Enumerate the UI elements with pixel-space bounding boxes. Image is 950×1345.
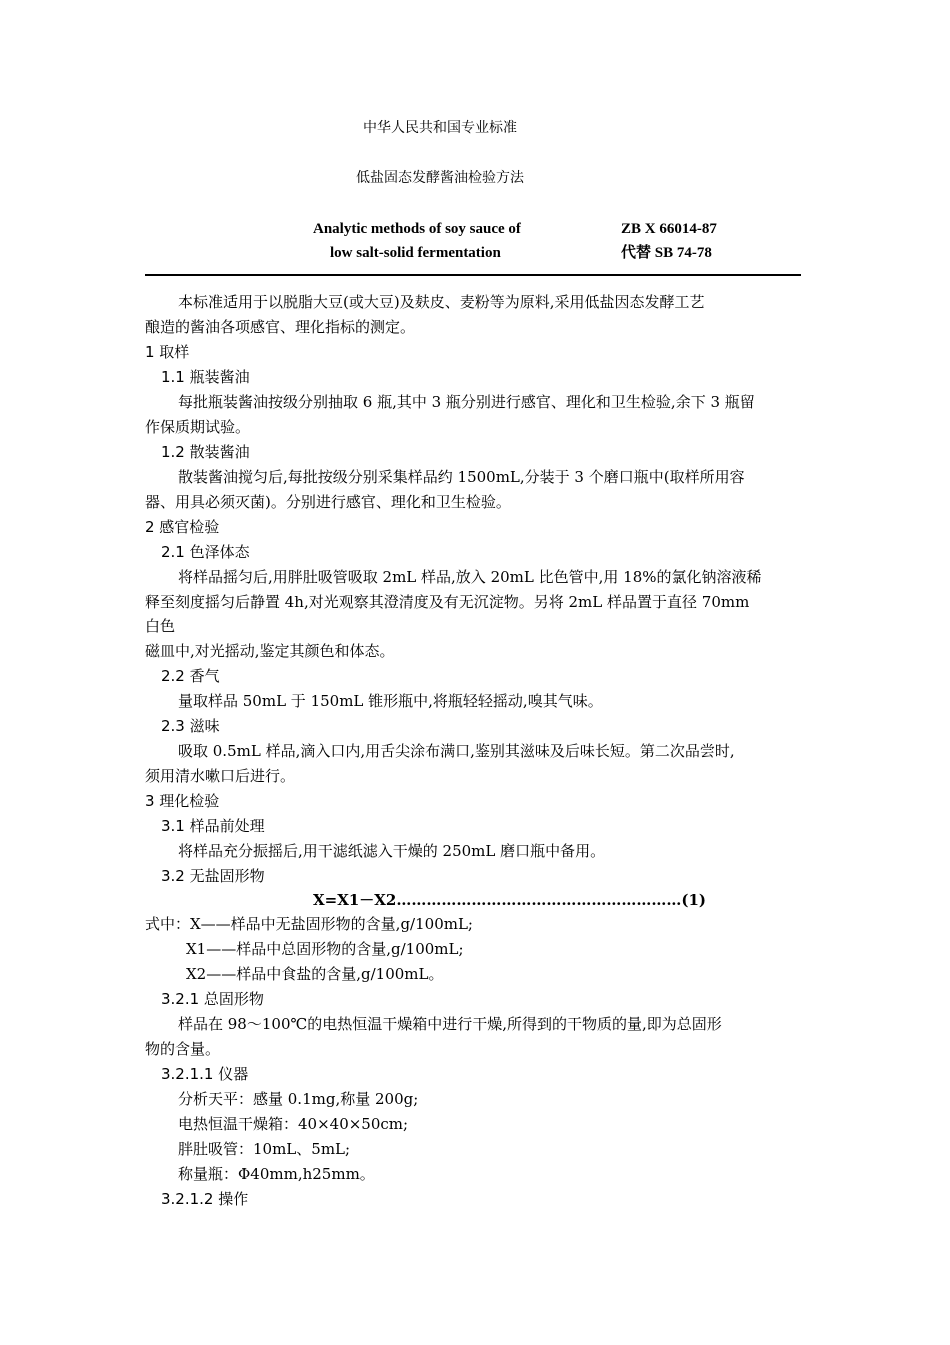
body-line: 吸取 0.5mL 样品,滴入口内,用舌尖涂布满口,鉴别其滋味及后味长短。第二次品尝时, [178, 742, 735, 760]
body-line: 须用清水嗽口后进行。 [145, 767, 296, 785]
header-divider [145, 274, 801, 276]
subsection-heading: 2.2 香气 [161, 667, 220, 685]
formula: X=X1－X2…………………………………………………(1) [313, 891, 706, 909]
formula-legend: X1——样品中总固形物的含量,g/100mL; [186, 940, 464, 958]
instrument-item: 胖肚吸管：10mL、5mL; [178, 1140, 351, 1158]
subsection-heading: 3.1 样品前处理 [161, 817, 265, 835]
body-line: 将样品摇匀后,用胖肚吸管吸取 2mL 样品,放入 20mL 比色管中,用 18%的氯化钠溶液稀 [178, 568, 762, 586]
body-line: 将样品充分振摇后,用干滤纸滤入干燥的 250mL 磨口瓶中备用。 [178, 842, 606, 860]
standard-title-en-1: Analytic methods of soy sauce of [313, 221, 521, 237]
body-line: 器、用具必须灭菌)。分别进行感官、理化和卫生检验。 [145, 493, 511, 511]
subsection-heading: 2.1 色泽体态 [161, 543, 250, 561]
subsection-heading: 3.2 无盐固形物 [161, 867, 265, 885]
body-line: 散装酱油搅匀后,每批按级分别采集样品约 1500mL,分装于 3 个磨口瓶中(取样所用容 [178, 468, 745, 486]
body-line: 酿造的酱油各项感官、理化指标的测定。 [145, 318, 416, 336]
body-line: 白色 [145, 617, 176, 635]
subsection-heading: 3.2.1.1 仪器 [161, 1065, 249, 1083]
body-line: 作保质期试验。 [145, 418, 251, 436]
instrument-item: 电热恒温干燥箱：40×40×50cm; [178, 1115, 409, 1133]
body-line: 本标准适用于以脱脂大豆(或大豆)及麸皮、麦粉等为原料,采用低盐因态发酵工艺 [178, 293, 705, 311]
body-line: 物的含量。 [145, 1040, 221, 1058]
section-heading: 3 理化检验 [145, 792, 220, 810]
body-line: 每批瓶装酱油按级分别抽取 6 瓶,其中 3 瓶分别进行感官、理化和卫生检验,余下 3 瓶留 [178, 393, 755, 411]
section-heading: 2 感官检验 [145, 518, 220, 536]
instrument-item: 分析天平：感量 0.1mg,称量 200g; [178, 1090, 419, 1108]
subsection-heading: 1.1 瓶装酱油 [161, 368, 250, 386]
standard-replaces: 代替 SB 74-78 [621, 245, 712, 261]
subsection-heading: 2.3 滋味 [161, 717, 220, 735]
standard-org: 中华人民共和国专业标准 [363, 120, 517, 136]
standard-code: ZB X 66014-87 [621, 221, 717, 237]
formula-legend: X2——样品中食盐的含量,g/100mL。 [186, 965, 444, 983]
section-heading: 1 取样 [145, 343, 190, 361]
subsection-heading: 3.2.1 总固形物 [161, 990, 264, 1008]
body-line: 磁皿中,对光摇动,鉴定其颜色和体态。 [145, 642, 395, 660]
body-line: 样品在 98～100℃的电热恒温干燥箱中进行干燥,所得到的干物质的量,即为总固形 [178, 1015, 722, 1033]
body-line: 释至刻度摇匀后静置 4h,对光观察其澄清度及有无沉淀物。另将 2mL 样品置于直径 70mm [145, 593, 750, 611]
instrument-item: 称量瓶：Φ40mm,h25mm。 [178, 1165, 375, 1183]
subsection-heading: 3.2.1.2 操作 [161, 1190, 249, 1208]
subsection-heading: 1.2 散装酱油 [161, 443, 250, 461]
body-line: 量取样品 50mL 于 150mL 锥形瓶中,将瓶轻轻摇动,嗅其气味。 [178, 692, 603, 710]
formula-legend: 式中：X——样品中无盐固形物的含量,g/100mL; [145, 915, 473, 933]
standard-title-cn: 低盐固态发酵酱油检验方法 [356, 170, 524, 186]
standard-title-en-2: low salt-solid fermentation [330, 245, 501, 261]
